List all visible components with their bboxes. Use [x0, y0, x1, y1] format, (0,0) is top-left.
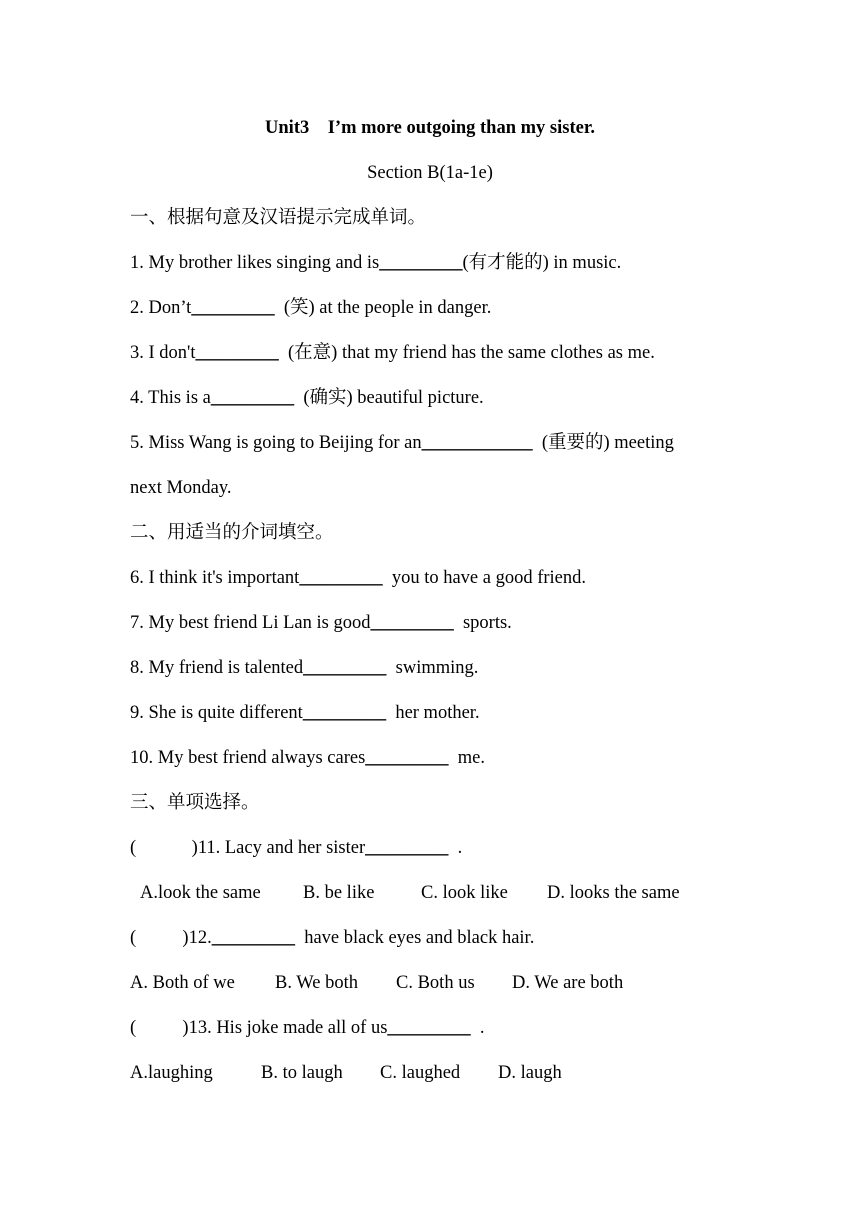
- section1-heading: 一、根据句意及汉语提示完成单词。: [130, 208, 427, 228]
- q12-text: ( )12.: [130, 928, 212, 948]
- q5-text: 5. Miss Wang is going to Beijing for an: [130, 433, 422, 453]
- section2-heading: 二、用适当的介词填空。: [130, 523, 334, 543]
- q11-option-a[interactable]: A.look the same: [140, 883, 261, 903]
- question-3: [130, 342, 655, 364]
- question-9: [130, 702, 480, 724]
- q8-text-after: swimming.: [386, 658, 479, 678]
- q13-text: ( )13. His joke made all of us: [130, 1018, 388, 1038]
- q11-text-after: .: [448, 838, 463, 858]
- q1-blank[interactable]: _________: [379, 253, 463, 273]
- q4-text: 4. This is a: [130, 388, 211, 408]
- question-4: [130, 387, 484, 409]
- question-13: [130, 1017, 485, 1039]
- q13-blank[interactable]: _________: [387, 1018, 471, 1038]
- q2-text: 2. Don’t: [130, 298, 192, 318]
- q12-option-b[interactable]: B. We both: [275, 973, 358, 993]
- question-8: [130, 657, 478, 679]
- question-10: [130, 747, 485, 769]
- question-11: [130, 837, 462, 859]
- question-6: [130, 567, 586, 589]
- q13-option-c[interactable]: C. laughed: [380, 1063, 461, 1083]
- q5-text-after: (重要的) meeting: [532, 433, 674, 453]
- q11-option-d[interactable]: D. looks the same: [547, 883, 680, 903]
- question-5: [130, 432, 674, 454]
- q12-text-after: have black eyes and black hair.: [294, 928, 535, 948]
- q11-option-c[interactable]: C. look like: [421, 883, 508, 903]
- q3-blank[interactable]: _________: [195, 343, 279, 363]
- question-12: [130, 927, 534, 949]
- question-1: [130, 252, 621, 274]
- q9-text: 9. She is quite different: [130, 703, 303, 723]
- q10-text: 10. My best friend always cares: [130, 748, 366, 768]
- q6-text-after: you to have a good friend.: [382, 568, 587, 588]
- q6-blank[interactable]: _________: [299, 568, 383, 588]
- q4-text-after: (确实) beautiful picture.: [294, 388, 484, 408]
- q2-text-after: (笑) at the people in danger.: [274, 298, 492, 318]
- q10-text-after: me.: [448, 748, 486, 768]
- q3-text-after: (在意) that my friend has the same clothes as me.: [278, 343, 655, 363]
- q13-option-d[interactable]: D. laugh: [498, 1063, 562, 1083]
- q13-text-after: .: [470, 1018, 485, 1038]
- subtitle-text: Section B(1a-1e): [367, 163, 493, 183]
- q8-text: 8. My friend is talented: [130, 658, 304, 678]
- question-5-continued: next Monday.: [130, 478, 232, 498]
- page-subtitle: [0, 162, 860, 184]
- q5-blank[interactable]: ____________: [421, 433, 533, 453]
- q4-blank[interactable]: _________: [210, 388, 295, 408]
- q6-text: 6. I think it's important: [130, 568, 300, 588]
- q11-blank[interactable]: _________: [365, 838, 449, 858]
- q9-text-after: her mother.: [386, 703, 480, 723]
- section3-heading: 三、单项选择。: [130, 793, 260, 813]
- q7-text-after: sports.: [453, 613, 512, 633]
- question-7: [130, 612, 512, 634]
- q8-blank[interactable]: _________: [303, 658, 387, 678]
- q7-text: 7. My best friend Li Lan is good: [130, 613, 371, 633]
- page-title: [0, 117, 860, 139]
- q12-option-c[interactable]: C. Both us: [396, 973, 475, 993]
- q1-text-after: (有才能的) in music.: [462, 253, 622, 273]
- q12-option-d[interactable]: D. We are both: [512, 973, 624, 993]
- q2-blank[interactable]: _________: [191, 298, 275, 318]
- q13-option-a[interactable]: A.laughing: [130, 1063, 213, 1083]
- q11-option-b[interactable]: B. be like: [303, 883, 375, 903]
- question-2: [130, 297, 491, 319]
- title-text: Unit3 I’m more outgoing than my sister.: [265, 118, 595, 138]
- q12-blank[interactable]: _________: [211, 928, 295, 948]
- question-11-options: [140, 882, 680, 904]
- question-13-options: [130, 1062, 562, 1084]
- q3-text: 3. I don't: [130, 343, 196, 363]
- q11-text: ( )11. Lacy and her sister: [130, 838, 366, 858]
- q1-text: 1. My brother likes singing and is: [130, 253, 380, 273]
- q9-blank[interactable]: _________: [302, 703, 387, 723]
- q13-option-b[interactable]: B. to laugh: [261, 1063, 343, 1083]
- q7-blank[interactable]: _________: [370, 613, 454, 633]
- q12-option-a[interactable]: A. Both of we: [130, 973, 235, 993]
- q10-blank[interactable]: _________: [365, 748, 449, 768]
- question-12-options: [130, 972, 624, 994]
